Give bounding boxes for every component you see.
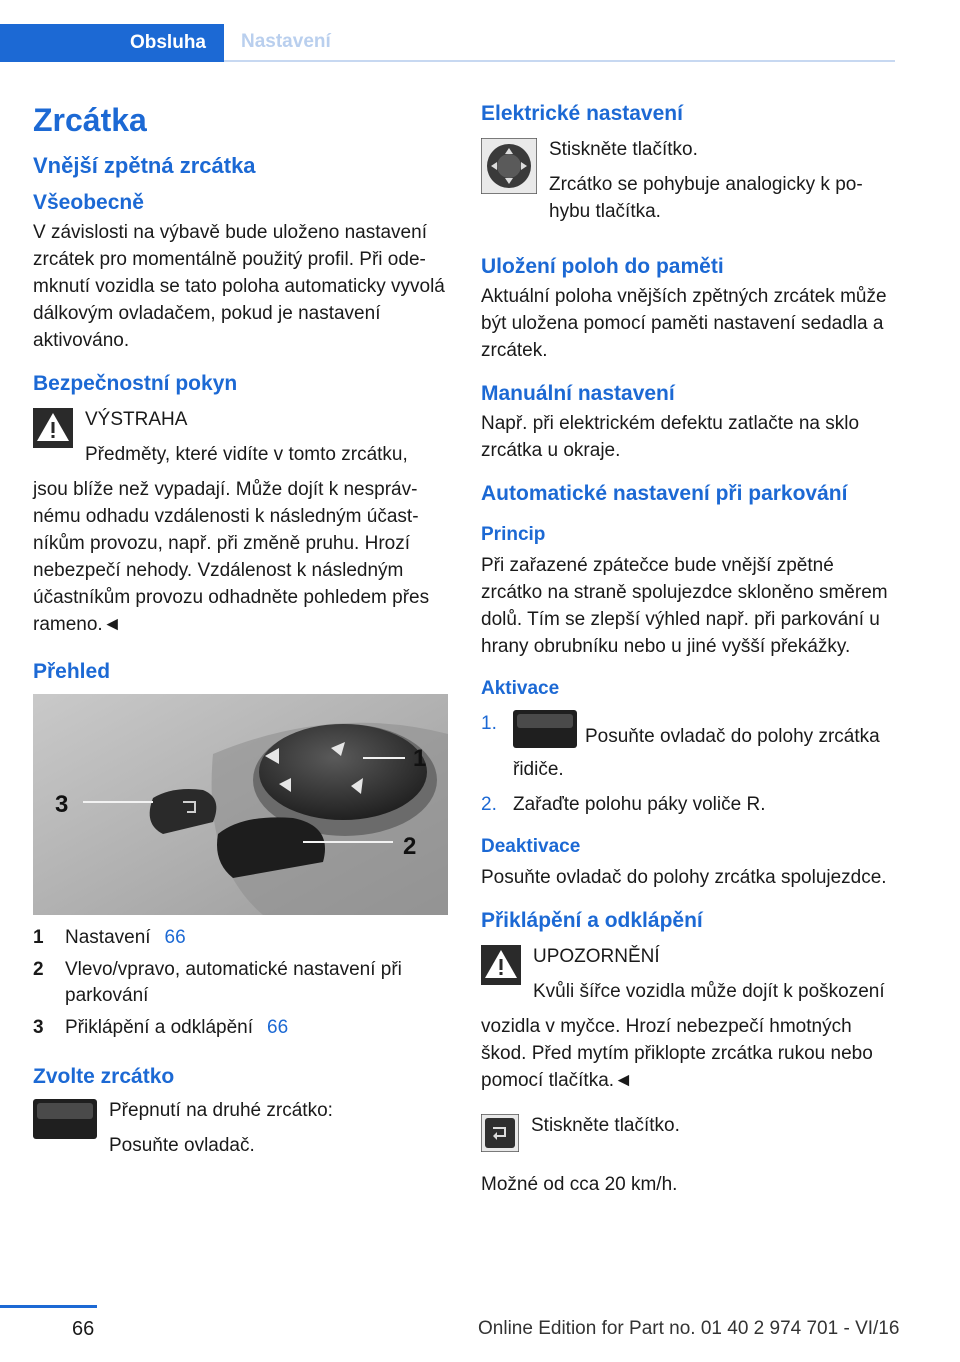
tab-obsluha-label: Obsluha (129, 32, 206, 53)
page-number: 66 (72, 1318, 95, 1340)
callout-3: 3 (55, 791, 69, 818)
header-rule (224, 60, 895, 62)
legend-text: Přiklápění a odklápění (65, 1017, 254, 1038)
mirror-controls-photo (33, 694, 448, 915)
left-column (33, 96, 448, 1167)
step-item (481, 791, 897, 818)
step-num: 2. (481, 794, 497, 815)
electric-block (481, 136, 897, 233)
deactivation-heading: Deaktivace (481, 836, 581, 857)
footer-rule (0, 1305, 97, 1308)
section-title: Vnější zpětná zrcátka (33, 153, 256, 178)
electric-line2: Zrcátko se pohybuje analogicky k pohybu tlačítka. (549, 174, 863, 222)
step-text: Posuňte ovladač do polohy zrcátka řidiče. (513, 726, 880, 780)
auto-parking-heading: Automatické nastavení při parkování (481, 482, 848, 505)
warning-text: jsou blíže než vypadají. Může dojít k nesprávnému odhadu vzdálenosti k následným účastníkům provozu, např. při změně pruhu. Hrozí nebezpečí nehody. Vzdálenost k následným účastníkům provozu odhadněte pohledem přes rameno.◄ (33, 479, 430, 635)
legend-text: Nastavení (65, 927, 151, 948)
fold-press-text: Stiskněte tlačítko. (531, 1115, 680, 1136)
step-num: 1. (481, 713, 497, 734)
speed-text: Možné od cca 20 km/h. (481, 1174, 678, 1195)
general-heading: Všeobecně (33, 191, 144, 214)
page-ref-link[interactable]: 66 (267, 1017, 289, 1038)
callout-2: 2 (403, 833, 417, 860)
caution-label: UPOZORNĚNÍ (533, 946, 660, 967)
warning-line1: Předměty, které vidíte v tomto zrcátku, (85, 444, 408, 465)
page-title: Zrcátka (33, 102, 147, 138)
memory-text: Aktuální poloha vnějších zpětných zrcátek může být uložena pomocí paměti nastavení sedadla a zrcátek. (481, 286, 887, 361)
memory-heading: Uložení poloh do paměti (481, 255, 724, 278)
caution-triangle-icon (481, 945, 521, 990)
callout-1: 1 (413, 745, 427, 772)
page-ref-link[interactable]: 66 (164, 927, 186, 948)
legend-num: 1 (33, 927, 44, 948)
folding-heading: Přiklápění a odklápění (481, 909, 703, 932)
legend-num: 3 (33, 1017, 44, 1038)
select-line1: Přepnutí na druhé zrcátko: (109, 1100, 333, 1121)
fold-mirror-button-icon (481, 1114, 519, 1157)
legend-item (33, 1015, 448, 1041)
edition-footer: Online Edition for Part no. 01 40 2 974 701 - VI/16 (478, 1318, 900, 1339)
caution-line1: Kvůli šířce vozidla může dojít k poškození (533, 981, 885, 1002)
safety-heading: Bezpečnostní pokyn (33, 372, 238, 395)
select-block (33, 1097, 448, 1167)
overview-heading: Přehled (33, 660, 111, 683)
legend-item (33, 925, 448, 951)
right-column (481, 96, 897, 1216)
legend-item (33, 957, 448, 1009)
manual-heading: Manuální nastavení (481, 382, 675, 405)
header-bar (0, 24, 895, 62)
activation-steps (481, 710, 897, 818)
warning-label: VÝSTRAHA (85, 409, 188, 430)
tab-nastaveni[interactable] (224, 24, 331, 60)
electric-heading: Elektrické nastavení (481, 102, 683, 125)
step-text: Zařaďte polohu páky voliče R. (513, 794, 766, 815)
activation-heading: Aktivace (481, 678, 560, 699)
direction-pad-icon (481, 138, 537, 199)
legend-text: Vlevo/vpravo, automatické nastavení při parkování (65, 959, 402, 1006)
mirror-switch-icon (513, 710, 577, 756)
general-text: V závislosti na výbavě bude uloženo nastavení zrcátek pro momentálně použitý profil. Při odemknutí vozidla se tato poloha automaticky vyvolá dálkovým ovladačem, pokud je nastavení aktivováno. (33, 222, 445, 351)
fold-button-block (481, 1112, 897, 1157)
step-item (481, 710, 897, 783)
principle-heading: Princip (481, 524, 546, 545)
warning-triangle-icon (33, 408, 73, 453)
caution-block (481, 943, 897, 1013)
select-line2: Posuňte ovladač. (109, 1135, 255, 1156)
select-heading: Zvolte zrcátko (33, 1065, 175, 1088)
legend-num: 2 (33, 959, 44, 980)
electric-line1: Stiskněte tlačítko. (549, 139, 698, 160)
warning-block (33, 406, 448, 476)
overview-legend (33, 925, 448, 1041)
tab-obsluha[interactable] (0, 24, 224, 62)
mirror-switch-icon (33, 1099, 97, 1144)
principle-text: Při zařazené zpátečce bude vnější zpětné zrcátko na straně spolujezdce skloněno směrem dolů. Tím se zlepší výhled např. při parkování u hrany obrubníku nebo u jiné vyšší překážky. (481, 555, 888, 657)
deactivation-text: Posuňte ovladač do polohy zrcátka spolujezdce. (481, 867, 887, 888)
tab-nastaveni-label: Nastavení (241, 31, 331, 52)
manual-text: Např. při elektrickém defektu zatlačte na sklo zrcátka u okraje. (481, 413, 860, 461)
caution-text: vozidla v myčce. Hrozí nebezpečí hmotných škod. Před mytím přiklopte zrcátka rukou nebo pomocí tlačítka.◄ (481, 1016, 873, 1091)
